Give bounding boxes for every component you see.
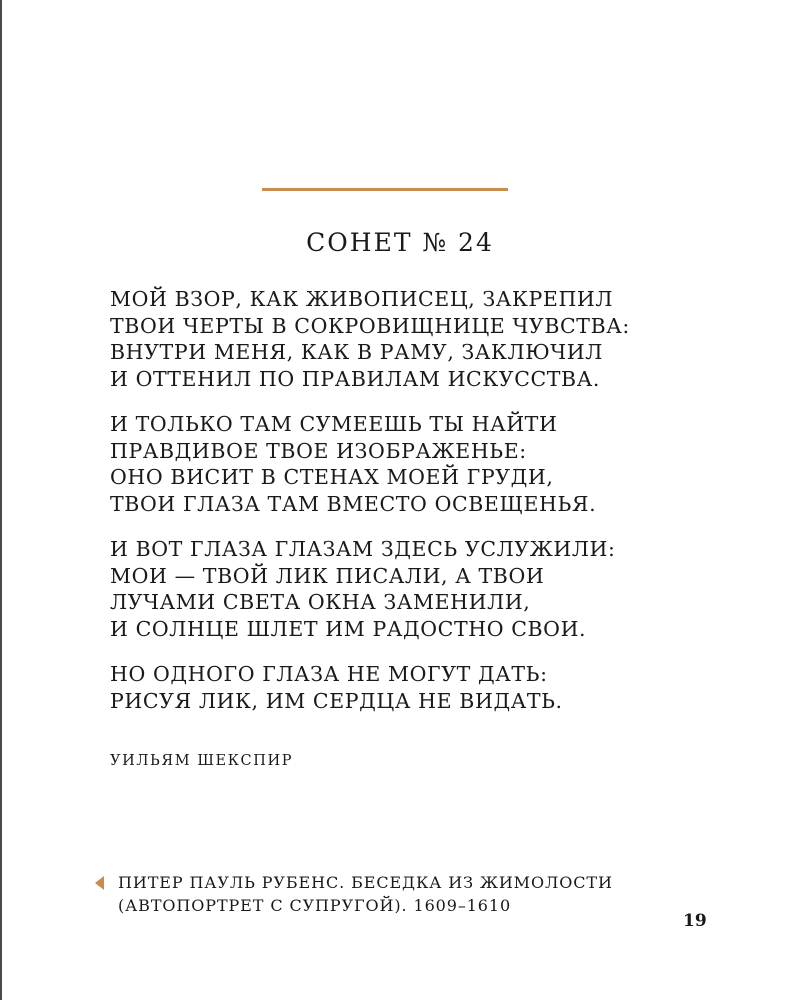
stanza-4 <box>110 661 750 714</box>
poem-line: МОИ — ТВОЙ ЛИК ПИСАЛИ, А ТВОИ <box>110 563 545 588</box>
poem-line: РИСУЯ ЛИК, ИМ СЕРДЦА НЕ ВИДАТЬ. <box>110 688 563 713</box>
caption-line-2: (АВТОПОРТРЕТ С СУПРУГОЙ). 1609–1610 <box>118 896 512 915</box>
triangle-left-icon <box>95 876 104 890</box>
caption-text <box>118 871 613 917</box>
poem-body <box>110 286 750 733</box>
poem-line: ТВОИ ЧЕРТЫ В СОКРОВИЩНИЦЕ ЧУВСТВА: <box>110 313 630 338</box>
poem-author: УИЛЬЯМ ШЕКСПИР <box>110 753 294 769</box>
poem-line: НО ОДНОГО ГЛАЗА НЕ МОГУТ ДАТЬ: <box>110 662 548 686</box>
stanza-3 <box>110 536 750 642</box>
stanza-2 <box>110 411 750 517</box>
poem-line: ЛУЧАМИ СВЕТА ОКНА ЗАМЕНИЛИ, <box>110 590 531 614</box>
page-edge-line <box>0 0 2 1000</box>
poem-title: СОНЕТ № 24 <box>306 228 494 257</box>
poem-line: ТВОИ ГЛАЗА ТАМ ВМЕСТО ОСВЕЩЕНЬЯ. <box>110 491 597 516</box>
stanza-1 <box>110 286 750 392</box>
page-number: 19 <box>683 911 707 931</box>
poem-line: ОНО ВИСИТ В СТЕНАХ МОЕЙ ГРУДИ, <box>110 465 554 489</box>
poem-line: И ТОЛЬКО ТАМ СУМЕЕШЬ ТЫ НАЙТИ <box>110 412 558 436</box>
poem-line: И ОТТЕНИЛ ПО ПРАВИЛАМ ИСКУССТВА. <box>110 366 600 391</box>
decorative-rule <box>262 188 508 191</box>
caption-line-1: ПИТЕР ПАУЛЬ РУБЕНС. БЕСЕДКА ИЗ ЖИМОЛОСТИ <box>118 873 613 892</box>
poem-line: ПРАВДИВОЕ ТВОЕ ИЗОБРАЖЕНЬЕ: <box>110 438 527 463</box>
poem-line: И СОЛНЦЕ ШЛЕТ ИМ РАДОСТНО СВОИ. <box>110 616 587 641</box>
poem-line: И ВОТ ГЛАЗА ГЛАЗАМ ЗДЕСЬ УСЛУЖИЛИ: <box>110 537 616 561</box>
poem-line: МОЙ ВЗОР, КАК ЖИВОПИСЕЦ, ЗАКРЕПИЛ <box>110 287 614 311</box>
poem-line: ВНУТРИ МЕНЯ, КАК В РАМУ, ЗАКЛЮЧИЛ <box>110 340 603 364</box>
